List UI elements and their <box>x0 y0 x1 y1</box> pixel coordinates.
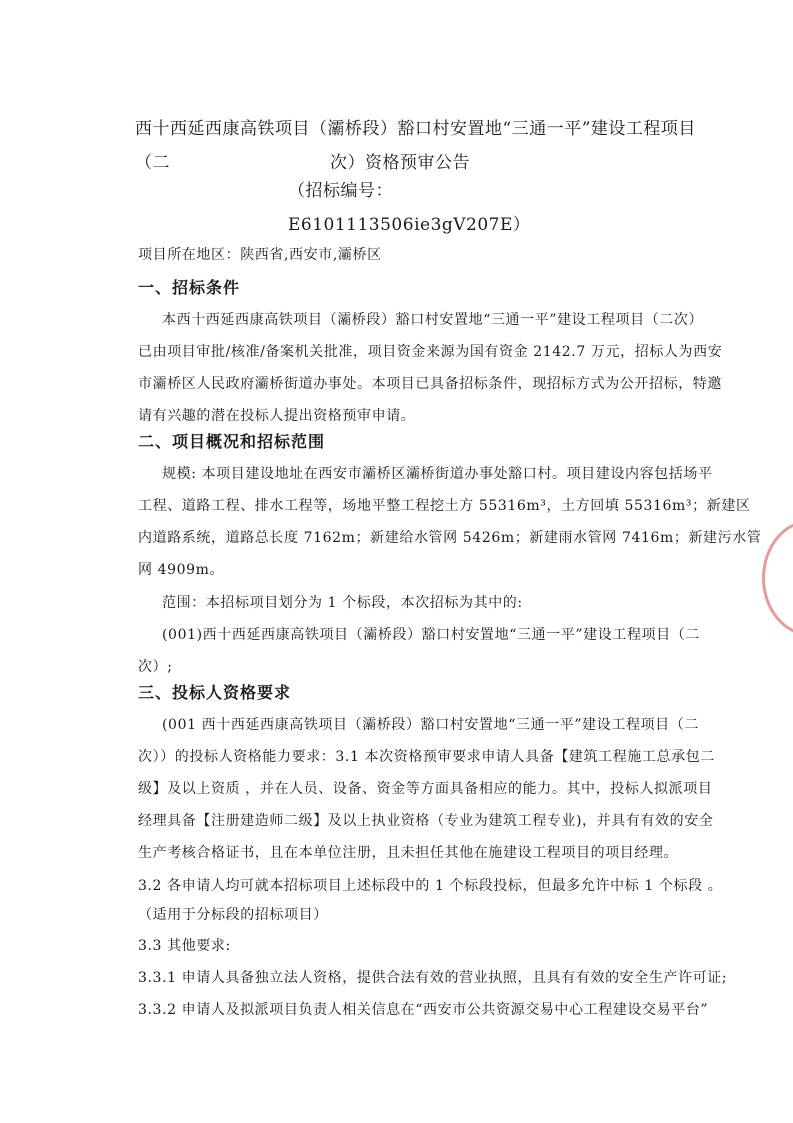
section-2-text: 次）; <box>138 659 173 675</box>
notice-title-line-1: 西十西延西康高铁项目（灞桥段）豁口村安置地“三通一平”建设工程项目（二 <box>135 119 696 173</box>
project-location: 项目所在地区：陕西省,西安市,灞桥区 <box>138 247 382 263</box>
section-3-text: （适用于分标段的招标项目） <box>138 907 328 923</box>
section-3-text: 经理具备【注册建造师二级】及以上执业资格（专业为建筑工程专业)，并具有有效的安全 <box>138 813 714 829</box>
section-3-text: 3.3.2 申请人及拟派项目负责人相关信息在“西安市公共资源交易中心工程建设交易平台” <box>138 1002 709 1018</box>
section-2-text: 内道路系统，道路总长度 7162m；新建给水管网 5426m；新建雨水管网 7416m；新建污水管 <box>138 530 762 546</box>
section-2-text: 范围：本招标项目划分为 1 个标段，本次招标为其中的: <box>162 595 523 611</box>
section-3-text: 级】及以上资质 ，并在人员、设备、资金等方面具备相应的能力。其中，投标人拟派项目 <box>138 781 713 797</box>
official-seal <box>762 520 793 636</box>
tender-number: （招标编号：E6101113506ie3gV207E） <box>288 181 531 235</box>
section-3-text: 3.3 其他要求: <box>138 938 231 954</box>
section-3-text: 3.2 各申请人均可就本招标项目上述标段中的 1 个标段投标，但最多允许中标 1 个标段 。 <box>138 878 723 894</box>
section-3-text: 3.3.1 申请人具备独立法人资格，提供合法有效的营业执照，且具有有效的安全生产许可证; <box>138 970 728 986</box>
section-2-heading: 二、项目概况和招标范围 <box>138 432 326 451</box>
section-2-text: (001)西十西延西康高铁项目（灞桥段）豁口村安置地“三通一平”建设工程项目（二 <box>162 627 700 643</box>
section-2-text: 工程、道路工程、排水工程等，场地平整工程挖土方 55316m³，土方回填 55316m³；新建区 <box>138 498 751 514</box>
section-1-text: 本西十西延西康高铁项目（灞桥段）豁口村安置地“三通一平”建设工程项目（二次） <box>162 312 704 328</box>
section-3-text: 次））的投标人资格能力要求：3.1 本次资格预审要求申请人具备【建筑工程施工总承包二 <box>138 749 715 765</box>
section-3-text: (001 西十西延西康高铁项目（灞桥段）豁口村安置地“三通一平”建设工程项目（二 <box>162 717 699 733</box>
section-1-text: 市灞桥区人民政府灞桥街道办事处。本项目已具备招标条件，现招标方式为公开招标，特邀 <box>138 376 722 392</box>
section-2-text: 规模: 本项目建设地址在西安市灞桥区灞桥街道办事处豁口村。项目建设内容包括场平 <box>162 466 713 482</box>
notice-title-line-2: 次）资格预审公告 <box>330 153 470 173</box>
section-3-heading: 三、投标人资格要求 <box>138 683 292 702</box>
section-1-heading: 一、招标条件 <box>138 278 241 297</box>
section-3-text: 生产考核合格证书，且在本单位注册，且未担任其他在施建设工程项目的项目经理。 <box>138 845 679 861</box>
section-1-text: 请有兴趣的潜在投标人提出资格预审申请。 <box>138 408 416 424</box>
section-1-text: 已由项目审批/核准/备案机关批准，项目资金来源为国有资金 2142.7 万元，招标人为西安 <box>138 344 723 360</box>
section-2-text: 网 4909m。 <box>138 562 225 578</box>
